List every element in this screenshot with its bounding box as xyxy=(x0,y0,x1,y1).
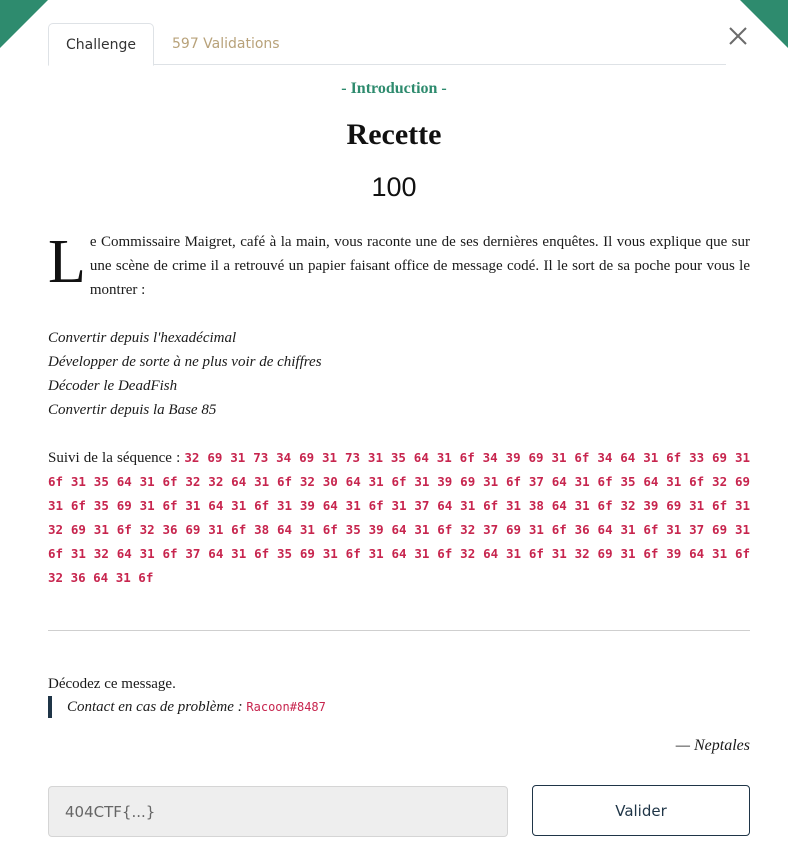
tab-challenge[interactable]: Challenge xyxy=(48,23,154,66)
intro-dropcap: L xyxy=(48,228,86,296)
sequence-code: 32 69 31 73 34 69 31 73 31 35 64 31 6f 34 39 69 31 6f 34 64 31 6f 33 69 31 6f 31 35 64 31 6f 32 32 64 31 6f 32 30 64 31 6f 31 39 69 31 6f 37 64 31 6f 35 64 31 6f 32 69 31 6f 35 69 31 6f 31 64 31 6f 31 39 64 31 6f 31 37 64 31 6f 31 38 64 31 6f 32 39 69 31 6f 31 32 69 31 6f 32 36 69 31 6f 38 64 31 6f 35 39 64 31 6f 32 37 69 31 6f 36 64 31 6f 31 37 69 31 6f 31 32 64 31 6f 37 64 31 6f 35 69 31 6f 31 64 31 6f 32 64 31 6f 31 32 69 31 6f 39 64 31 6f 32 36 64 31 6f xyxy=(48,450,751,585)
contact-label: Contact en cas de problème : xyxy=(67,699,243,715)
submit-button[interactable]: Valider xyxy=(532,785,750,836)
step-item: Développer de sorte à ne plus voir de chiffres xyxy=(48,354,322,370)
close-icon xyxy=(724,22,752,50)
decode-instruction: Décodez ce message. xyxy=(48,676,176,692)
contact-blockquote xyxy=(48,696,326,718)
challenge-category: - Introduction - xyxy=(341,80,447,97)
steps-list xyxy=(48,326,750,422)
close-button[interactable] xyxy=(724,22,752,50)
divider xyxy=(48,630,750,631)
corner-decoration-left xyxy=(0,0,48,48)
flag-input[interactable] xyxy=(48,786,508,837)
page-title: Recette xyxy=(346,118,442,151)
step-item: Convertir depuis la Base 85 xyxy=(48,402,217,418)
sequence-label: Suivi de la séquence : xyxy=(48,450,181,466)
step-item: Convertir depuis l'hexadécimal xyxy=(48,330,237,346)
challenge-points: 100 xyxy=(371,172,417,202)
contact-handle: Racoon#8487 xyxy=(246,700,326,714)
tab-validations[interactable]: 597 Validations xyxy=(172,36,280,52)
intro-text: e Commissaire Maigret, café à la main, vous raconte une de ses dernières enquêtes. Il vous explique que sur une scène de crime il a retrouvé un papier faisant office de message codé. Il le sort de sa poche pour vous le montrer : xyxy=(89,234,750,298)
step-item: Décoder le DeadFish xyxy=(48,378,178,394)
sequence-paragraph xyxy=(48,446,750,590)
intro-paragraph xyxy=(48,230,750,302)
tab-bar xyxy=(48,23,726,65)
author-signature: — Neptales xyxy=(675,737,750,754)
